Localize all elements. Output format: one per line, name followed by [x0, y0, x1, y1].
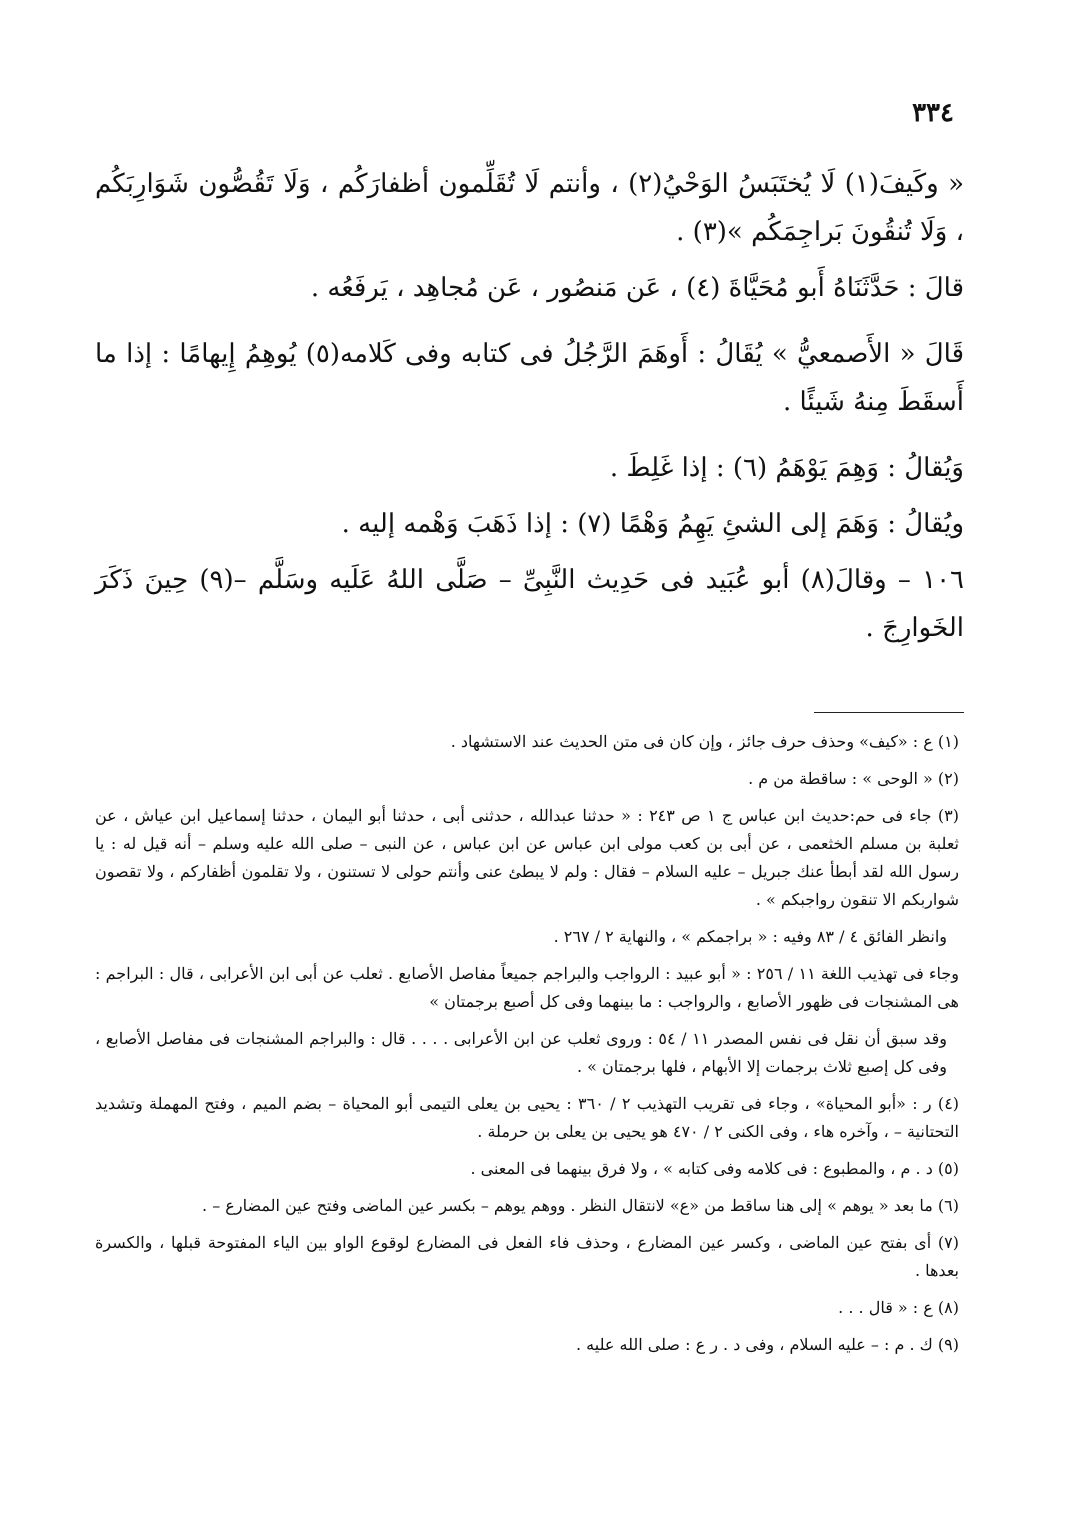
footnote-8: (٨) ع : « قال . . .	[838, 1298, 959, 1317]
footnote-4: (٤) ر : «أبو المحياة» ، وجاء فى تقريب التهذيب ٢ / ٣٦٠ : يحيى بن يعلى التيمى أبو المحياة – بضم الميم ، وفتح المهملة وتشديد التحتانية – ، وآخره هاء ، وفى الكنى ٢ / ٤٧٠ هو يحيى بن يعلى بن حرملة .	[95, 1094, 960, 1141]
footnote-1: (١) ع : «كيف» وحذف حرف جائز ، وإن كان فى متن الحديث عند الاستشهاد .	[450, 732, 959, 751]
footnote-3-fa2iq: وانظر الفائق ٤ / ٨٣ وفيه : « براجمكم » ، والنهاية ٢ / ٢٦٧ .	[553, 927, 947, 946]
paragraph-narration: قالَ : حَدَّثَنَاهُ أَبو مُحَيَّاةَ (٤) ، عَن مَنصُور ، عَن مُجاهِد ، يَرفَعُه .	[310, 273, 964, 303]
footnote-2: (٢) « الوحى » : ساقطة من م .	[748, 769, 959, 788]
main-text	[95, 160, 964, 670]
paragraph-hadith-quote: « وكَيفَ(١) لَا يُختَبَسُ الوَحْيُ(٢) ، وأنتم لَا تُقَلِّمون أظفارَكُم ، وَلَا تَقُصُّون شَوَارِبَكُم ، وَلَا تُنقُونَ بَراجِمَكُم »(٣) .	[95, 169, 965, 247]
paragraph-entry-106: ١٠٦ – وقالَ(٨) أبو عُبَيد فى حَدِيث النَّبِىِّ – صَلَّى اللهُ عَلَيه وسَلَّم –(٩) حِينَ ذَكَرَ الخَوارِجَ .	[95, 565, 965, 643]
footnote-7: (٧) أى بفتح عين الماضى ، وكسر عين المضارع ، وحذف فاء الفعل فى المضارع لوقوع الواو بين الياء المفتوحة قبلها ، والكسرة بعدها .	[95, 1233, 959, 1280]
footnote-9: (٩) ك . م : – عليه السلام ، وفى د . ر ع : صلى الله عليه .	[576, 1335, 959, 1354]
footnote-3: (٣) جاء فى حم:حديث ابن عباس ج ١ ص ٢٤٣ : « حدثنا عبدالله ، حدثنى أبى ، حدثنا أبو اليمان ، حدثنا إسماعيل ابن عياش ، عن ثعلبة بن مسلم الخثعمى ، عن أبى بن كعب مولى ابن عباس عن ابن عباس ، عن النبى – صلى الله عليه وسلم – أنه قيل له : يا رسول الله لقد أبطأ عنك جبريل – عليه السلام – فقال : ولم لا يبطئ عنى وأنتم حولى لا تستنون ، ولا تقلمون أظفاركم ، ولا تقصون شواربكم الا تنقون رواجبكم » .	[95, 806, 960, 909]
footnotes	[95, 728, 959, 1368]
footnote-5: (٥) د . م ، والمطبوع : فى كلامه وفى كتابه » ، ولا فرق بينهما فى المعنى .	[470, 1159, 959, 1178]
footnote-3-tahdhib: وجاء فى تهذيب اللغة ١١ / ٢٥٦ : « أبو عبيد : الرواجب والبراجم جميعاً مفاصل الأصابع . ثعلب عن أبى ابن الأعرابى ، قال : البراجم : هى المشنجات فى ظهور الأصابع ، والرواجب : ما بينهما وفى كل أصبع برجمتان »	[95, 964, 960, 1011]
footnote-3-masdar: وقد سبق أن نقل فى نفس المصدر ١١ / ٥٤ : وروى ثعلب عن ابن الأعرابى . . . . قال : والبراجم المشنجات فى مفاصل الأصابع ، وفى كل إصبع ثلاث برجمات إلا الأبهام ، فلها برجمتان » .	[95, 1029, 948, 1076]
page-number: ٣٣٤	[912, 98, 954, 128]
footnote-6: (٦) ما بعد « يوهم » إلى هنا ساقط من «ع» لانتقال النظر . ووهم يوهم – بكسر عين الماضى وفتح عين المضارع – .	[202, 1196, 959, 1215]
paragraph-wahama: ويُقالُ : وَهَمَ إلى الشئِ يَهِمُ وَهْمًا (٧) : إذا ذَهَبَ وَهْمه إليه .	[341, 509, 964, 539]
paragraph-asmai: قَالَ « الأَصمعيُّ » يُقَالُ : أَوهَمَ الرَّجُلُ فى كتابه وفى كَلامه(٥) يُوهِمُ إِيهامًا : إذا ما أَسقَطَ مِنهُ شَيئًا .	[95, 339, 964, 417]
footnote-divider	[814, 712, 964, 713]
paragraph-wahima: وَيُقالُ : وَهِمَ يَوْهَمُ (٦) : إذا غَلِطَ .	[609, 453, 964, 483]
